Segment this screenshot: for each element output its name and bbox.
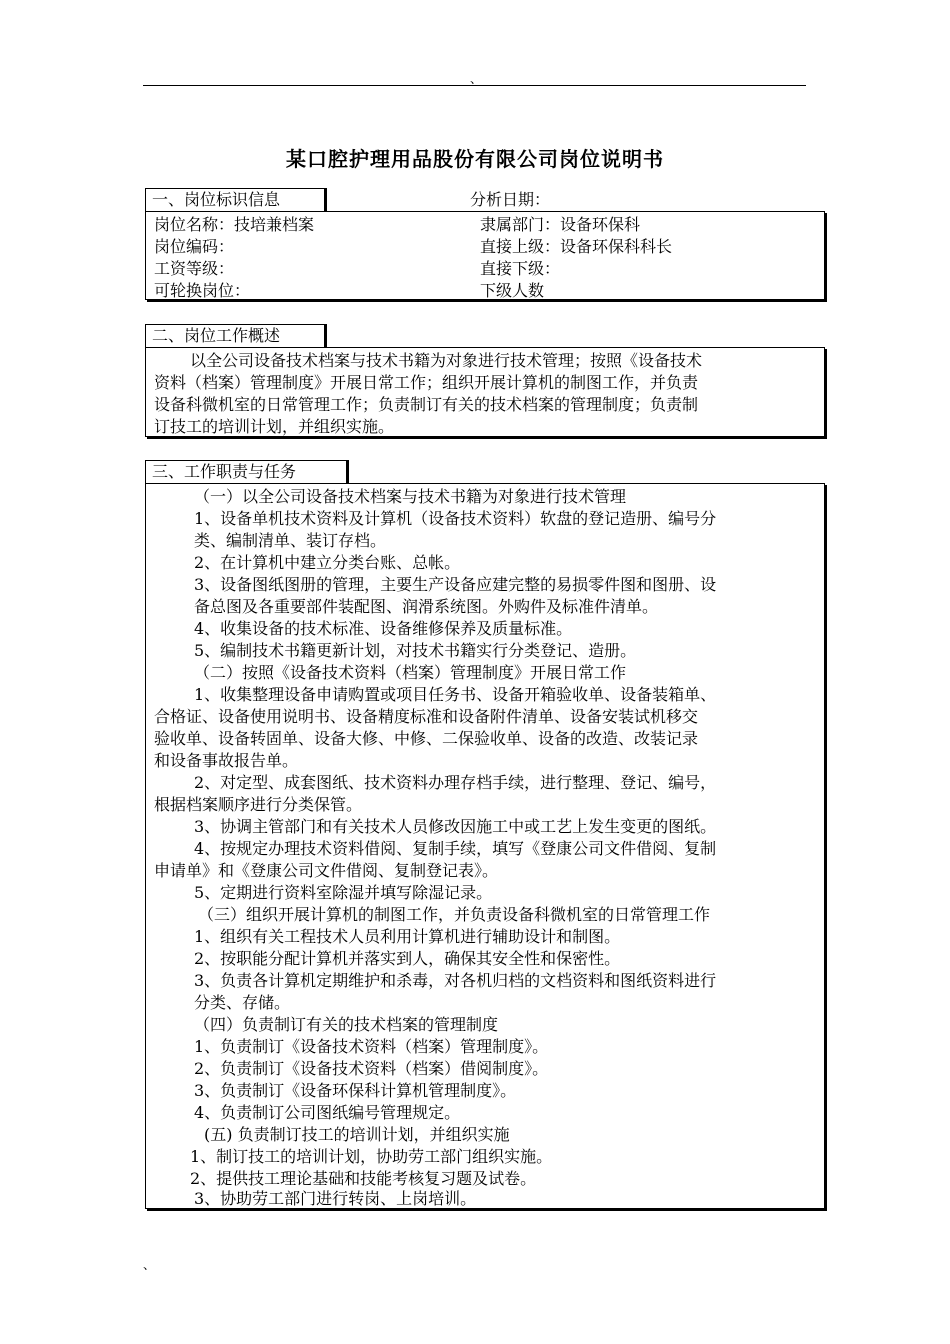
duty-heading: （一）以全公司设备技术档案与技术书籍为对象进行技术管理	[194, 487, 627, 506]
duty-item: 合格证、设备使用说明书、设备精度标准和设备附件清单、设备安装试机移交	[154, 707, 699, 726]
overview-line: 以全公司设备技术档案与技术书籍为对象进行技术管理；按照《设备技术	[190, 351, 703, 370]
header-rule	[143, 85, 806, 86]
duty-item: 3、协助劳工部门进行转岗、上岗培训。	[194, 1189, 477, 1208]
duty-item: 3、设备图纸图册的管理，主要生产设备应建完整的易损零件图和图册、设	[194, 575, 717, 594]
duty-item: 3、负责制订《设备环保科计算机管理制度》。	[194, 1081, 517, 1100]
duty-item: 分类、存储。	[194, 993, 291, 1012]
section1-tab: 一、岗位标识信息	[145, 188, 325, 212]
duty-heading: （四）负责制订有关的技术档案的管理制度	[194, 1015, 499, 1034]
section2-tab: 二、岗位工作概述	[145, 324, 325, 348]
subordinate-count: 下级人数	[480, 281, 545, 300]
duty-item: 根据档案顺序进行分类保管。	[154, 795, 363, 814]
overview-line: 订技工的培训计划，并组织实施。	[154, 417, 395, 436]
duty-item: 2、对定型、成套图纸、技术资料办理存档手续，进行整理、登记、编号，	[194, 773, 717, 792]
duty-item: 4、收集设备的技术标准、设备维修保养及质量标准。	[194, 619, 573, 638]
duty-item: 和设备事故报告单。	[154, 751, 299, 770]
header-mark: 、	[470, 72, 483, 86]
document-title: 某口腔护理用品股份有限公司岗位说明书	[286, 147, 664, 171]
duty-item: 1、负责制订《设备技术资料（档案）管理制度》。	[194, 1037, 549, 1056]
duty-item: 备总图及各重要部件装配图、润滑系统图。外购件及标准件清单。	[194, 597, 659, 616]
position-name: 岗位名称：技培兼档案	[154, 215, 315, 234]
section3-tab: 三、工作职责与任务	[145, 460, 347, 484]
duty-item: 5、编制技术书籍更新计划，对技术书籍实行分类登记、造册。	[194, 641, 637, 660]
duty-item: 1、收集整理设备申请购置或项目任务书、设备开箱验收单、设备装箱单、	[194, 685, 717, 704]
salary-grade: 工资等级：	[154, 259, 235, 278]
duty-item: 1、设备单机技术资料及计算机（设备技术资料）软盘的登记造册、编号分	[194, 509, 717, 528]
direct-superior: 直接上级：设备环保科科长	[480, 237, 673, 256]
duty-item: 5、定期进行资料室除湿并填写除湿记录。	[194, 883, 493, 902]
duty-item: 2、按职能分配计算机并落实到人，确保其安全性和保密性。	[194, 949, 621, 968]
duty-item: 4、按规定办理技术资料借阅、复制手续，填写《登康公司文件借阅、复制	[194, 839, 717, 858]
overview-line: 设备科微机室的日常管理工作；负责制订有关的技术档案的管理制度；负责制	[154, 395, 699, 414]
overview-line: 资料（档案）管理制度》开展日常工作；组织开展计算机的制图工作，并负责	[154, 373, 699, 392]
duty-item: 2、提供技工理论基础和技能考核复习题及试卷。	[190, 1169, 537, 1188]
department: 隶属部门：设备环保科	[480, 215, 641, 234]
section3-box	[145, 483, 825, 1209]
duty-item: 1、制订技工的培训计划，协助劳工部门组织实施。	[190, 1147, 553, 1166]
duty-item: 类、编制清单、装订存档。	[194, 531, 387, 550]
duty-item: 3、协调主管部门和有关技术人员修改因施工中或工艺上发生变更的图纸。	[194, 817, 717, 836]
duty-heading: （二）按照《设备技术资料（档案）管理制度》开展日常工作	[194, 663, 627, 682]
analysis-date-label: 分析日期：	[470, 190, 551, 209]
duty-item: 3、负责各计算机定期维护和杀毒，对各机归档的文档资料和图纸资料进行	[194, 971, 717, 990]
duty-item: 2、负责制订《设备技术资料（档案）借阅制度》。	[194, 1059, 549, 1078]
duty-item: 4、负责制订公司图纸编号管理规定。	[194, 1103, 461, 1122]
rotatable-position: 可轮换岗位：	[154, 281, 251, 300]
direct-subordinate: 直接下级：	[480, 259, 561, 278]
duty-item: 1、组织有关工程技术人员利用计算机进行辅助设计和制图。	[194, 927, 621, 946]
duty-item: 验收单、设备转固单、设备大修、中修、二保验收单、设备的改造、改装记录	[154, 729, 699, 748]
section2-box	[145, 347, 825, 437]
duty-item: 申请单》和《登康公司文件借阅、复制登记表》。	[154, 861, 499, 880]
footer-mark: 、	[143, 1258, 156, 1272]
duty-heading: （三）组织开展计算机的制图工作，并负责设备科微机室的日常管理工作	[198, 905, 711, 924]
section1-box	[145, 211, 825, 300]
position-code: 岗位编码：	[154, 237, 235, 256]
duty-heading: (五) 负责制订技工的培训计划，并组织实施	[204, 1125, 510, 1144]
duty-item: 2、在计算机中建立分类台账、总帐。	[194, 553, 461, 572]
